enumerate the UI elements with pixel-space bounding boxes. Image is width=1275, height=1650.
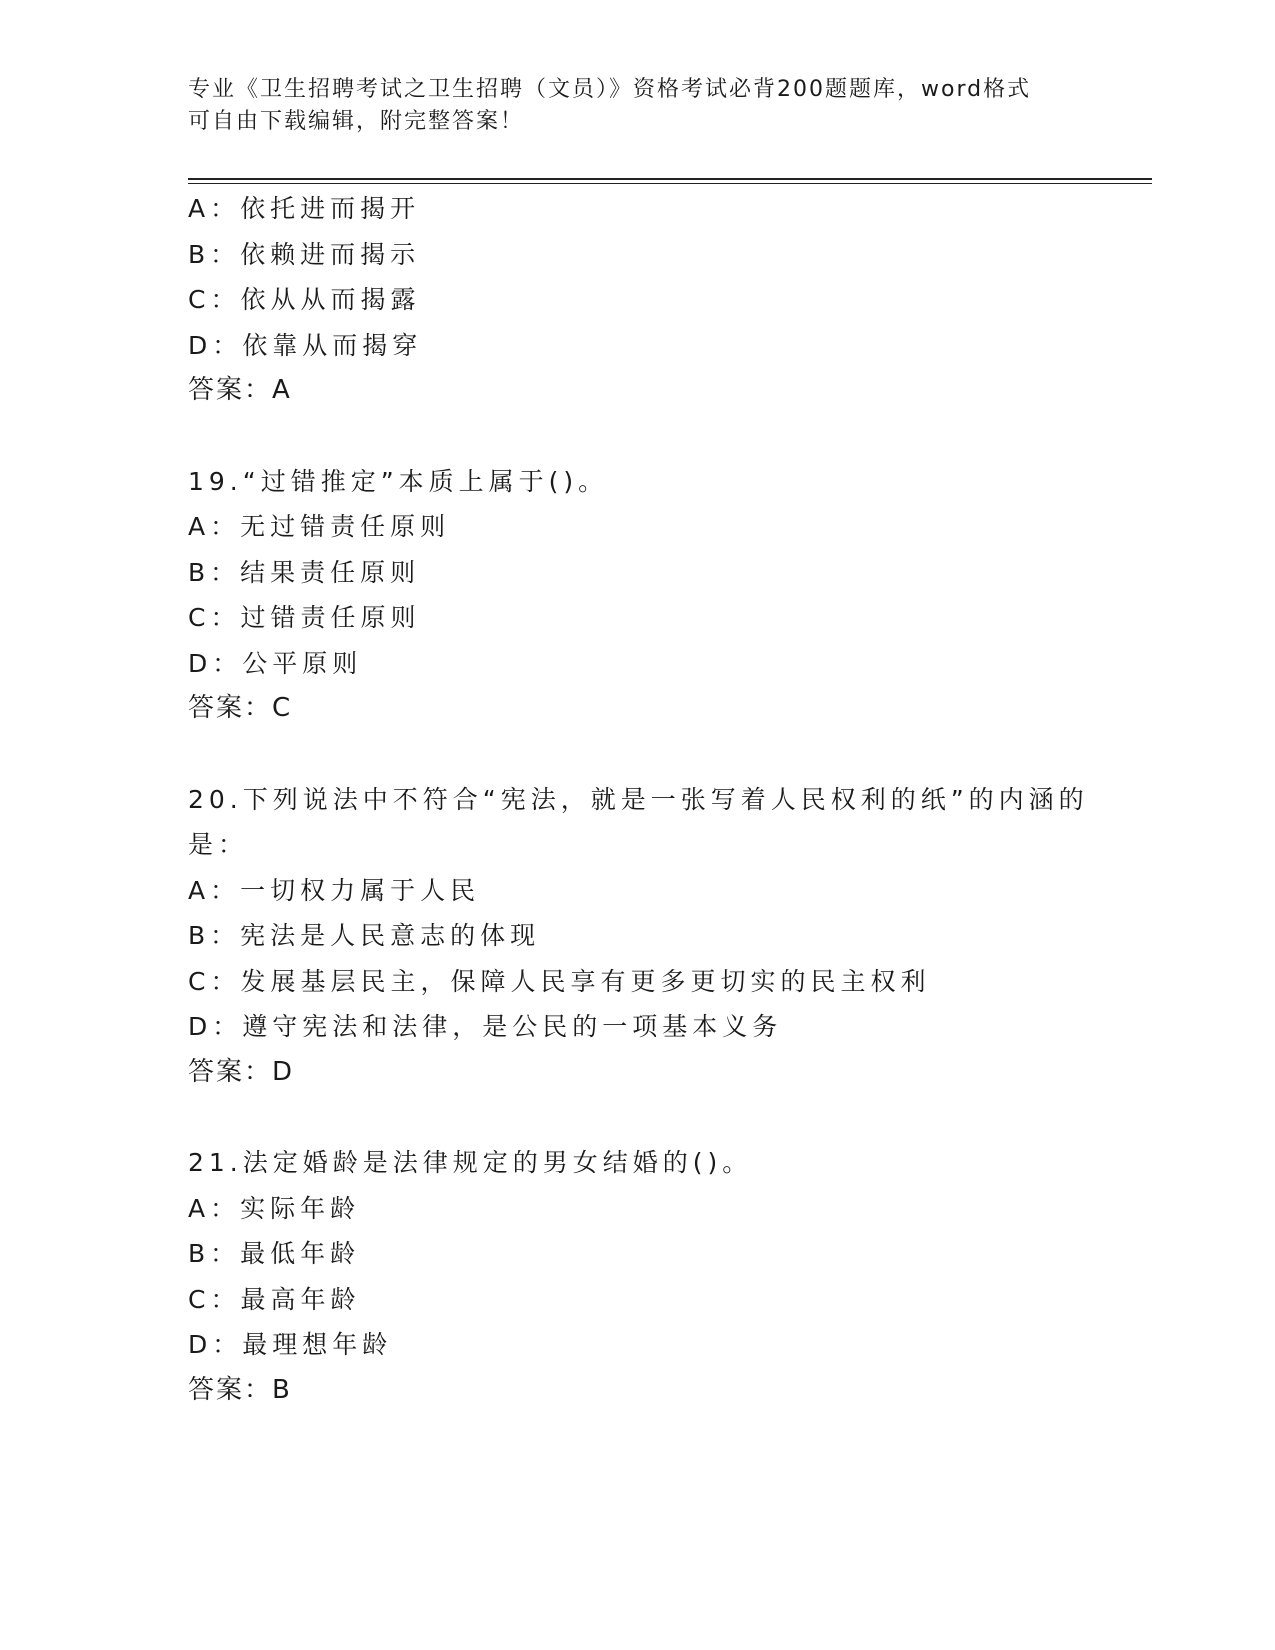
question-21	[188, 1140, 1088, 1413]
document-header	[188, 74, 1088, 138]
question-stem: 21.法定婚龄是法律规定的男女结婚的()。	[188, 1148, 753, 1177]
option-d: D：依靠从而揭穿	[188, 330, 423, 360]
option-b: B：依赖进而揭示	[188, 239, 421, 269]
option-b: B：最低年龄	[188, 1239, 361, 1268]
option-d: D：最理想年龄	[188, 1330, 393, 1359]
header-line-1: 专业《卫生招聘考试之卫生招聘（文员）》资格考试必背200题题库，word格式	[188, 77, 1032, 102]
header-line-2: 可自由下载编辑，附完整答案！	[188, 109, 525, 134]
option-a: A：实际年龄	[188, 1193, 361, 1223]
spacer	[188, 414, 1088, 459]
question-stem-line-2: 是：	[188, 830, 249, 859]
answer-label: 答案：B	[188, 1374, 292, 1405]
spacer	[188, 732, 1088, 777]
option-c: C：发展基层民主，保障人民享有更多更切实的民主权利	[188, 966, 931, 996]
option-c: C：最高年龄	[188, 1284, 361, 1314]
option-c: C：依从从而揭露	[188, 285, 421, 314]
option-d: D：遵守宪法和法律，是公民的一项基本义务	[188, 1012, 783, 1041]
header-divider-thin	[188, 183, 1152, 184]
option-a: A：依托进而揭开	[188, 194, 421, 223]
question-20	[188, 777, 1088, 1096]
option-c: C：过错责任原则	[188, 603, 421, 632]
question-19	[188, 459, 1088, 732]
question-18	[188, 186, 1088, 414]
answer-label: 答案：A	[188, 375, 292, 405]
question-stem: 19.“过错推定”本质上属于()。	[188, 466, 609, 496]
header-divider-thick	[188, 178, 1152, 180]
answer-label: 答案：C	[188, 693, 293, 723]
option-a: A：无过错责任原则	[188, 512, 451, 541]
option-b: B：宪法是人民意志的体现	[188, 921, 541, 950]
option-b: B：结果责任原则	[188, 557, 421, 587]
question-list	[188, 186, 1088, 1413]
spacer	[188, 1095, 1088, 1140]
option-d: D：公平原则	[188, 648, 363, 678]
option-a: A：一切权力属于人民	[188, 875, 481, 905]
question-stem-line-1: 20.下列说法中不符合“宪法，就是一张写着人民权利的纸”的内涵的	[188, 784, 1089, 814]
answer-label: 答案：D	[188, 1056, 295, 1087]
